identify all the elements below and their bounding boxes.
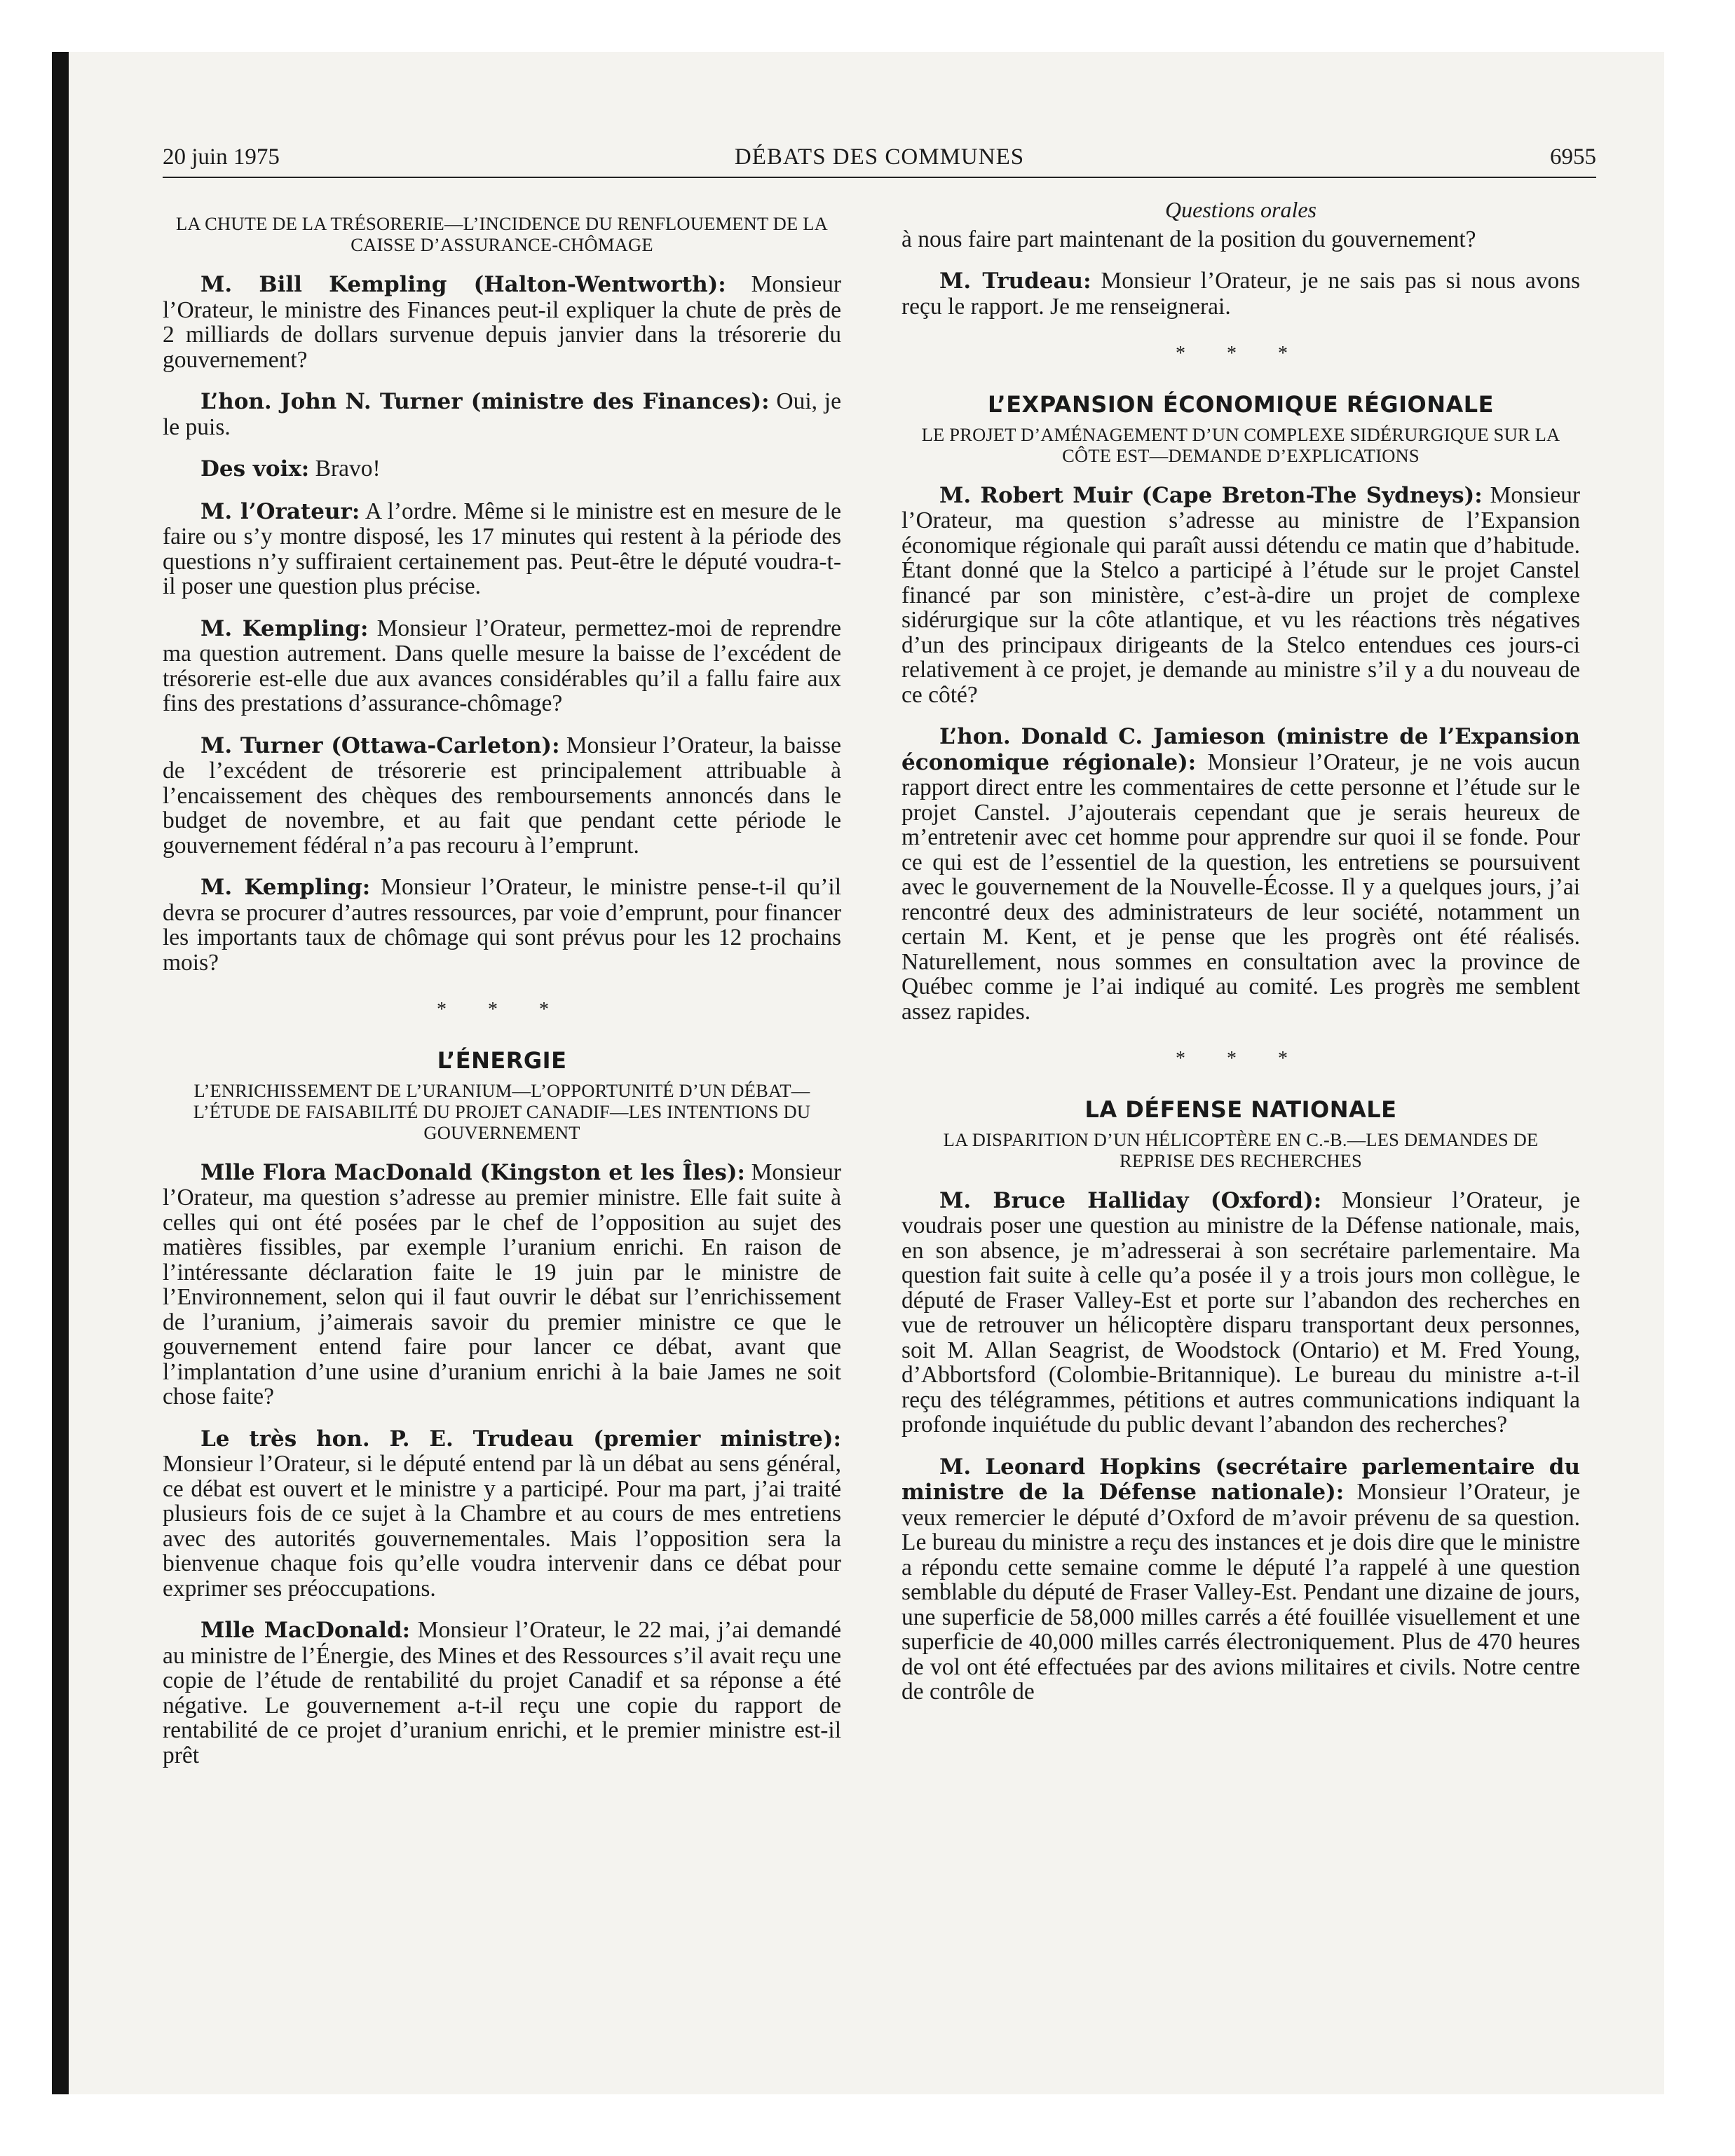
paragraph (901, 1454, 1580, 1705)
running-title: Questions orales (1165, 197, 1316, 222)
speaker: Des voix: (200, 456, 310, 482)
subheading: LA CHUTE DE LA TRÉSORERIE—L’INCIDENCE DU RENFLOUEMENT DE LA CAISSE D’ASSURANCE-CHÔMAGE (176, 213, 828, 255)
subheading: LA DISPARITION D’UN HÉLICOPTÈRE EN C.-B.—LES DEMANDES DE REPRISE DES RECHERCHES (943, 1128, 1539, 1171)
speaker: L’hon. Donald C. Jamieson (ministre de l’Expansion économique régionale): (901, 724, 1580, 775)
speaker: M. Kempling: (200, 615, 369, 641)
speaker: M. Trudeau: (939, 268, 1091, 294)
speaker: Mlle MacDonald: (200, 1618, 411, 1643)
scan-border (52, 52, 69, 2094)
paragraph (901, 1188, 1580, 1438)
speech: Monsieur l’Orateur, la baisse de l’excédent de trésorerie est principalement attribuable à l’encaissement des chèques des remboursements annoncés dans le budget de novembre, et au fait que pendant cette période le gouvernement fédéral n’a pas recouru à l’emprunt. (163, 732, 842, 859)
page-header (163, 143, 1596, 178)
speech: Monsieur l’Orateur, ma question s’adresse au ministre de l’Expansion économique régionale qui paraît aussi détendu ce matin que d’habitude. Étant donné que la Stelco a participé à l’étude sur le projet Canstel financé par son ministère, c’est-à-dire un projet de complexe sidérurgique sur la côte atlantique, et vu les réactions très négatives d’un des principaux dirigeants de la Stelco entendues ces jours-ci relativement à ce projet, je demande au ministre s’il y a du nouveau de ce côté? (901, 482, 1580, 708)
speech: Monsieur l’Orateur, ma question s’adresse au premier ministre. Elle fait suite à celles qui ont été posées par le chef de l’opposition au sujet des matières fissibles, par exemple l’uranium enrichi. En raison de l’intéressante déclaration faite le 19 juin par le ministre de l’Environnement, selon qui il faut ouvrir le débat sur l’enrichissement de l’uranium, j’aimerais savoir du premier ministre ce que le gouvernement entend faire pour lancer ce débat, avant que l’implantation d’une usine d’uranium enrichi à la baie James ne soit chose faite? (163, 1159, 841, 1410)
subheading: LE PROJET D’AMÉNAGEMENT D’UN COMPLEXE SIDÉRURGIQUE SUR LA CÔTE EST—DEMANDE D’EXPLICATIONS (921, 423, 1560, 466)
paragraph (901, 483, 1580, 708)
speaker: M. Leonard Hopkins (secrétaire parlementaire du ministre de la Défense nationale): (901, 1454, 1580, 1505)
speech: A l’ordre. Même si le ministre est en mesure de le faire ou s’y montre disposé, les 17 minutes qui restent à la période des questions n’y suffiraient certainement pas. Peut-être le député voudra-t-il poser une question plus précise. (163, 498, 841, 599)
paragraph (163, 499, 841, 599)
paragraph (163, 733, 841, 859)
paragraph (163, 389, 841, 439)
speech: Monsieur l’Orateur, je voudrais poser une question au ministre de la Défense nationale, mais, en son absence, je m’adresserai à son secrétaire parlementaire. Ma question fait suite à celle qu’a posée il y a trois jours mon collègue, le député de Fraser Valley-Est et porte sur l’abandon des recherches en vue de retrouver un hélicoptère disparu transportant deux personnes, soit M. Allan Seagrist, de Woodstock (Ontario) et M. Fred Young, d’Abbortsford (Colombie-Britannique). Le bureau du ministre a-t-il reçu des télégrammes, pétitions et autres communications indiquant la profonde inquiétude du public devant l’abandon des recherches? (901, 1187, 1580, 1438)
header-date: 20 juin 1975 (163, 144, 280, 170)
speech: Monsieur l’Orateur, je veux remercier le député d’Oxford de m’avoir prévenu de sa question. Le bureau du ministre a reçu des instances et je dois dire que le ministre a répondu cette semaine comme le député l’a rappelé à une question semblable du député de Fraser Valley-Est. Pendant une dizaine de jours, une superficie de 58,000 milles carrés a été fouillée visuellement et une superficie de 40,000 milles carrés électroniquement. Plus de 470 heures de vol ont été effectuées par des avions militaires et civils. Notre centre de contrôle de (901, 1479, 1580, 1705)
speech: Monsieur l’Orateur, le ministre des Finances peut-il expliquer la chute de près de 2 milliards de dollars survenue depuis janvier dans la trésorerie du gouvernement? (163, 271, 841, 373)
paragraph (163, 1618, 841, 1768)
left-column (163, 192, 841, 1785)
speaker: M. Robert Muir (Cape Breton-The Sydneys): (939, 482, 1483, 508)
speaker: M. Turner (Ottawa-Carleton): (200, 732, 560, 758)
paragraph (163, 616, 841, 716)
section-separator: * * * (437, 999, 567, 1021)
speaker: M. l’Orateur: (200, 498, 360, 524)
paragraph (163, 1426, 841, 1602)
paragraph (163, 1160, 841, 1410)
section-heading: L’ÉNERGIE (437, 1046, 567, 1074)
section-heading: LA DÉFENSE NATIONALE (1084, 1096, 1397, 1123)
speech: Oui, je le puis. (163, 388, 841, 440)
speech: Monsieur l’Orateur, je ne vois aucun rapport direct entre les commentaires de cette personne et l’étude sur le projet Canstel. J’ajouterais cependant que je serais heureux de m’entretenir avec cet homme pour apprendre sur quoi il se fonde. Pour ce qui est de l’essentiel de la question, les entretiens se poursuivent avec le gouvernement de la Nouvelle-Écosse. Il y a quelques jours, j’ai rencontré deux des administrateurs de leur société, notamment un certain M. Kent, et je pense que les progrès ont été réalisés. Naturellement, nous sommes en consultation avec la province de Québec comme je l’ai indiqué au comité. Les progrès me semblent assez rapides. (901, 749, 1580, 1025)
speech: Monsieur l’Orateur, je ne sais pas si nous avons reçu le rapport. Je me renseignerai. (901, 268, 1580, 320)
right-column (901, 198, 1580, 1721)
speech: Monsieur l’Orateur, si le député entend par là un débat au sens général, ce débat est ouvert et le ministre y a participé. Pour ma part, j’ai traité plusieurs fois de ce sujet à la Chambre et au cours de mes entretiens avec des autorités gouvernementales. Mais l’opposition sera la bienvenue chaque fois qu’elle voudra intervenir dans ce débat pour exprimer ses préoccupations. (163, 1451, 841, 1602)
paragraph (901, 724, 1580, 1024)
page-number: 6955 (1550, 144, 1596, 170)
speech: Monsieur l’Orateur, le ministre pense-t-il qu’il devra se procurer d’autres ressources, par voie d’emprunt, pour financer les importants taux de chômage qui sont prévus pour les 12 prochains mois? (163, 874, 842, 976)
paragraph-continued: à nous faire part maintenant de la position du gouvernement? (901, 226, 1476, 252)
section-separator: * * * (1176, 343, 1306, 364)
speaker: M. Bill Kempling (Halton-Wentworth): (200, 272, 726, 297)
speech: Monsieur l’Orateur, le 22 mai, j’ai demandé au ministre de l’Énergie, des Mines et des Ressources s’il avait reçu une copie de l’étude de rentabilité du projet Canadif et sa réponse a été négative. Le gouvernement a-t-il reçu une copie du rapport de rentabilité de ce projet d’uranium enrichi, et le premier ministre est-il prêt (163, 1617, 841, 1768)
section-heading: L’EXPANSION ÉCONOMIQUE RÉGIONALE (988, 390, 1494, 418)
speech: Bravo! (309, 456, 381, 482)
speaker: M. Kempling: (200, 875, 371, 900)
speaker: M. Bruce Halliday (Oxford): (939, 1187, 1322, 1213)
speaker: L’hon. John N. Turner (ministre des Finances): (200, 389, 770, 414)
section-separator: * * * (1176, 1048, 1306, 1070)
paragraph (901, 268, 1580, 319)
subheading: L’ENRICHISSEMENT DE L’URANIUM—L’OPPORTUNITÉ D’UN DÉBAT—L’ÉTUDE DE FAISABILITÉ DU PROJET CANADIF—LES INTENTIONS DU GOUVERNEMENT (193, 1079, 811, 1143)
speaker: Mlle Flora MacDonald (Kingston et les Îles): (200, 1159, 745, 1185)
paragraph (163, 456, 841, 482)
paragraph (163, 875, 841, 975)
header-title: DÉBATS DES COMMUNES (734, 144, 1025, 170)
speech: Monsieur l’Orateur, permettez-moi de reprendre ma question autrement. Dans quelle mesure la baisse de l’excédent de trésorerie est-elle due aux avances considérables qu’il a fallu faire aux fins des prestations d’assurance-chômage? (163, 615, 841, 716)
paragraph (163, 272, 841, 372)
speaker: Le très hon. P. E. Trudeau (premier ministre): (200, 1426, 841, 1452)
